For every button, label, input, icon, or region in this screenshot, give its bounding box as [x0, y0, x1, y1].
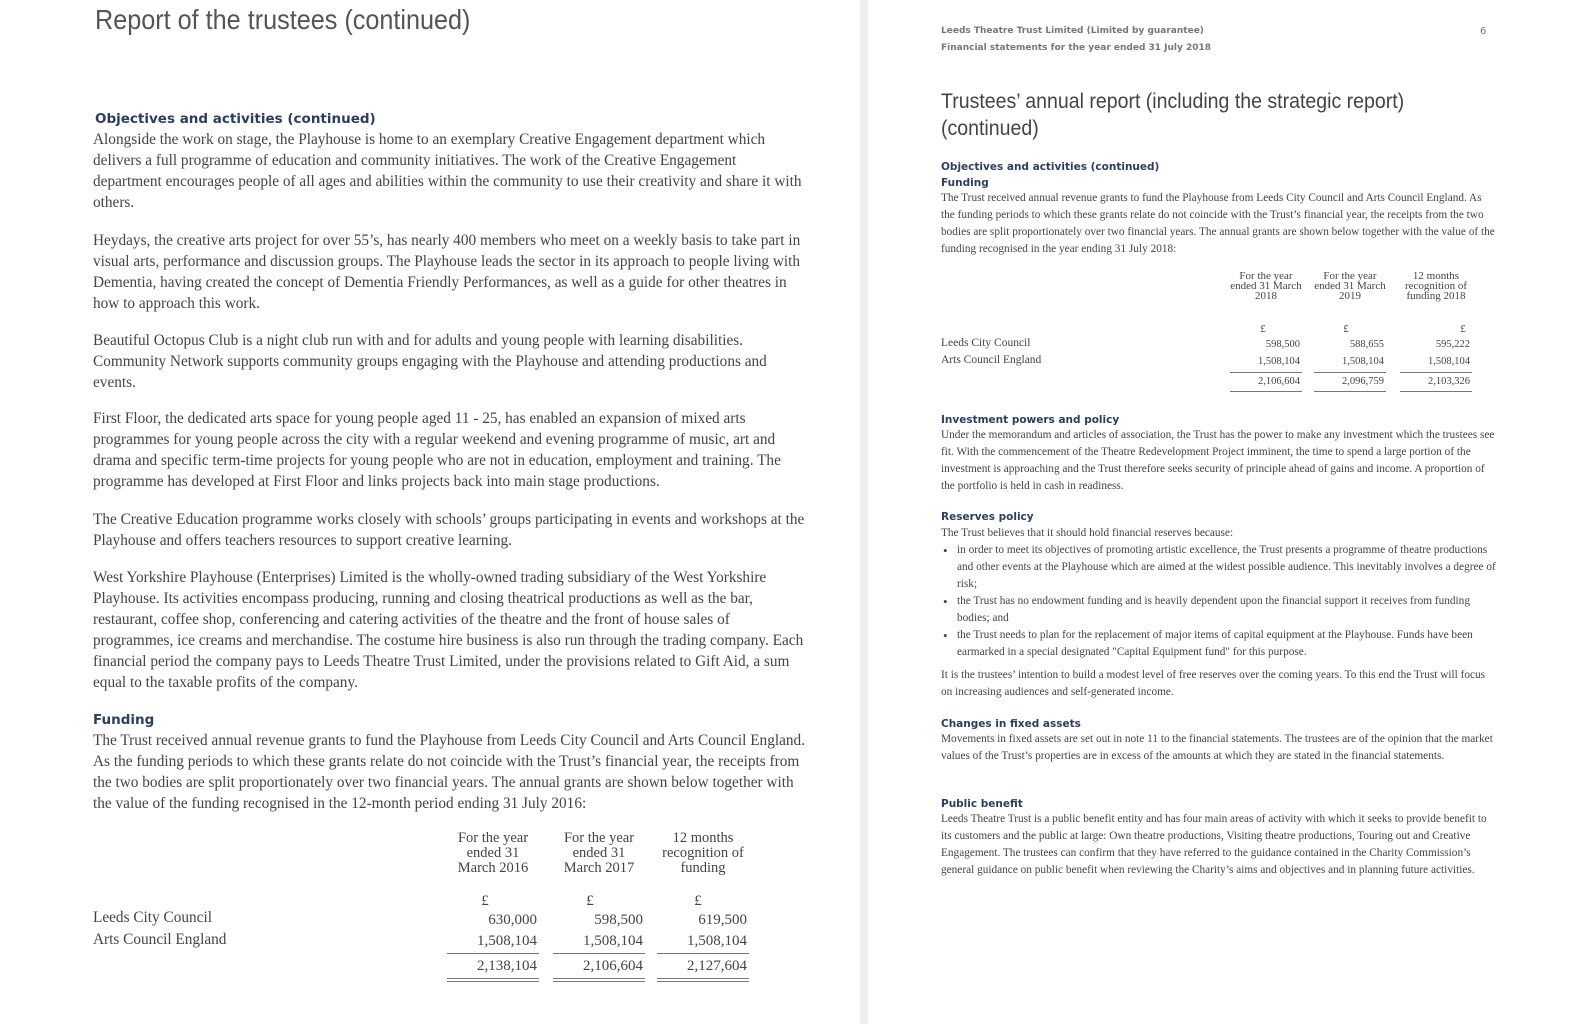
paragraph-heydays: Heydays, the creative arts project for over 55’s, has nearly 400 members who meet on a weekly basis to take part in visual arts, performance and discussion groups. The Playhouse leads the sector in its approach to people living with Dementia, having created the concept of Dementia Friendly Performances, as well as a guide for other theatres in how to approach this work.	[93, 232, 801, 312]
table-cell: 595,222	[1435, 339, 1470, 350]
table-cell: 1,508,104	[583, 933, 643, 949]
paragraph-first-floor: First Floor, the dedicated arts space for young people aged 11 - 25, has enabled an expansion of mixed arts programmes for young people across the city with a regular weekend and evening programme of music, art and drama and specific term-time projects for young people who are not in education, employment and training. The programme has developed at First Floor and links projects back into main stage productions.	[93, 410, 781, 490]
page-title: Trustees’ annual report (including the strategic report) (continued)	[941, 90, 1405, 140]
total-cell: 2,106,604	[1258, 376, 1300, 387]
table-cell: 630,000	[488, 912, 537, 928]
column-header: For the year ended 31 March 2019	[1314, 270, 1386, 302]
objectives-heading: Objectives and activities (continued)	[941, 161, 1160, 173]
subtotal-rule	[553, 953, 645, 954]
total-cell: 2,138,104	[477, 958, 537, 974]
currency-symbol: £	[1343, 324, 1349, 335]
funding-text: The Trust received annual revenue grants to fund the Playhouse from Leeds City Council and Arts Council England. As the funding periods to which these grants relate do not coincide with the Trust’s financial year, the receipts from the two bodies are split proportionately over two financial years. The annual grants are shown below together with the value of the funding recognised in the 12-month period ending 31 July 2016:	[93, 732, 806, 812]
funding-heading: Funding	[941, 177, 989, 189]
funding-text: The Trust received annual revenue grants to fund the Playhouse from Leeds City Council and Arts Council England. As the funding periods to which these grants relate do not coincide with the Trust’s financial year, the receipts from the two bodies are split proportionately over two financial years. The annual grants are shown below together with the value of the funding recognised in the year ending 31 July 2018:	[941, 192, 1495, 255]
column-header: For the year ended 31 March 2017	[563, 830, 635, 876]
list-item: • the Trust needs to plan for the replacement of major items of capital equipment at the Playhouse. Funds have been earmarked in a special designated "Capital Equipment fund" for this purpose.	[941, 627, 1501, 661]
row-label: Arts Council England	[941, 354, 1042, 366]
investment-heading: Investment powers and policy	[941, 414, 1120, 426]
currency-symbol: £	[1460, 324, 1466, 335]
total-rule	[657, 981, 749, 982]
currency-symbol: £	[481, 893, 489, 909]
table-cell: 619,500	[698, 912, 747, 928]
subtotal-rule	[1314, 372, 1386, 373]
total-cell: 2,096,759	[1342, 376, 1384, 387]
column-header: For the year ended 31 March 2018	[1230, 270, 1302, 302]
subtotal-rule	[1400, 372, 1472, 373]
total-cell: 2,103,326	[1428, 376, 1470, 387]
statements-header: Financial statements for the year ended 31 July 2018	[941, 43, 1212, 53]
total-rule	[1400, 391, 1472, 392]
table-cell: 1,508,104	[477, 933, 537, 949]
table-cell: 1,508,104	[1342, 356, 1384, 367]
paragraph-octopus-club: Beautiful Octopus Club is a night club run with and for adults and young people with learning disabilities. Community Network supports community groups engaging with the Playhouse and attending productions and events.	[93, 332, 767, 391]
total-rule	[657, 978, 749, 979]
column-header: For the year ended 31 March 2016	[457, 830, 529, 876]
table-cell: 1,508,104	[1428, 356, 1470, 367]
total-rule	[553, 978, 645, 979]
column-header: 12 months recognition of funding	[662, 830, 744, 876]
list-item: • the Trust has no endowment funding and is heavily dependent upon the financial support it receives from funding bodies; and	[941, 593, 1501, 627]
table-cell: 598,500	[1265, 339, 1300, 350]
total-cell: 2,106,604	[583, 958, 643, 974]
public-benefit-heading: Public benefit	[941, 798, 1023, 810]
total-rule	[447, 981, 539, 982]
subtotal-rule	[447, 953, 539, 954]
row-label: Leeds City Council	[93, 909, 212, 926]
currency-symbol: £	[1260, 324, 1266, 335]
row-label: Leeds City Council	[941, 337, 1031, 349]
row-label: Arts Council England	[93, 931, 227, 948]
total-rule	[447, 978, 539, 979]
paragraph-creative-engagement: Alongside the work on stage, the Playhouse is home to an exemplary Creative Engagement department which delivers a full programme of education and community initiatives. The work of the Creative Engagement department encourages people of all ages and abilities within the community to use their creativity and share it with others.	[93, 131, 802, 211]
paragraph-creative-education: The Creative Education programme works closely with schools’ groups participating in events and workshops at the Playhouse and offers teachers resources to support creative learning.	[93, 511, 805, 549]
subtotal-rule	[1230, 372, 1302, 373]
public-benefit-text: Leeds Theatre Trust is a public benefit entity and has four main areas of activity with which it seeks to provide benefit to its customers and the public at large: Own theatre productions, Visiting theatre productions, Touring out and Creative Engagement. The trustees can confirm that they have referred to the guidance contained in the Charity Commission’s general guidance on public benefit when reviewing the Charity’s aims and objectives and in planning future activities.	[941, 813, 1487, 876]
page-number: 6	[1480, 26, 1487, 37]
reserves-outro: It is the trustees’ intention to build a modest level of free reserves over the coming years. To this end the Trust will focus on increasing audiences and self-generated income.	[941, 669, 1486, 698]
table-cell: 588,655	[1349, 339, 1384, 350]
funding-heading: Funding	[93, 712, 155, 728]
subtotal-rule	[657, 953, 749, 954]
column-header: 12 months recognition of funding 2018	[1404, 270, 1467, 302]
fixed-assets-text: Movements in fixed assets are set out in note 11 to the financial statements. The trustees are of the opinion that the market values of the Trust’s properties are in excess of the amounts at which they are stated in the financial statements.	[941, 733, 1493, 762]
currency-symbol: £	[586, 893, 594, 909]
reserves-intro: The Trust believes that it should hold financial reserves because:	[941, 527, 1234, 539]
total-rule	[1314, 391, 1386, 392]
objectives-heading: Objectives and activities (continued)	[95, 111, 376, 127]
table-cell: 1,508,104	[687, 933, 747, 949]
paragraph-enterprises: West Yorkshire Playhouse (Enterprises) Limited is the wholly-owned trading subsidiary of the West Yorkshire Playhouse. Its activities encompass producing, running and closing theatrical productions as well as the bar, restaurant, coffee shop, conferencing and catering activities of the theatre and the front of house sales of programmes, ice creams and merchandise. The costume hire business is also run through the trading company. Each financial period the company pays to Leeds Theatre Trust Limited, under the provisions related to Gift Aid, a sum equal to the taxable profits of the company.	[93, 569, 804, 691]
currency-symbol: £	[694, 893, 702, 909]
right-page	[868, 0, 1587, 1024]
reserves-bullet-list	[941, 542, 1501, 661]
investment-text: Under the memorandum and articles of association, the Trust has the power to make any investment which the trustees see fit. With the commencement of the Theatre Redevelopment Project imminent, the time to spend a large portion of the investment is approaching and the Trust therefore seeks security of principle ahead of gains and income. A proportion of the portfolio is held in cash in readiness.	[941, 429, 1495, 492]
table-cell: 598,500	[594, 912, 643, 928]
table-cell: 1,508,104	[1258, 356, 1300, 367]
total-rule	[1230, 391, 1302, 392]
company-header: Leeds Theatre Trust Limited (Limited by guarantee)	[941, 26, 1204, 36]
fixed-assets-heading: Changes in fixed assets	[941, 718, 1081, 730]
reserves-heading: Reserves policy	[941, 511, 1034, 523]
list-item: • in order to meet its objectives of promoting artistic excellence, the Trust presents a programme of theatre productions and other events at the Playhouse which are aimed at the widest possible audience. This inevitably involves a degree of risk;	[941, 542, 1501, 593]
total-rule	[553, 981, 645, 982]
page-title: Report of the trustees (continued)	[95, 4, 471, 35]
total-cell: 2,127,604	[687, 958, 747, 974]
